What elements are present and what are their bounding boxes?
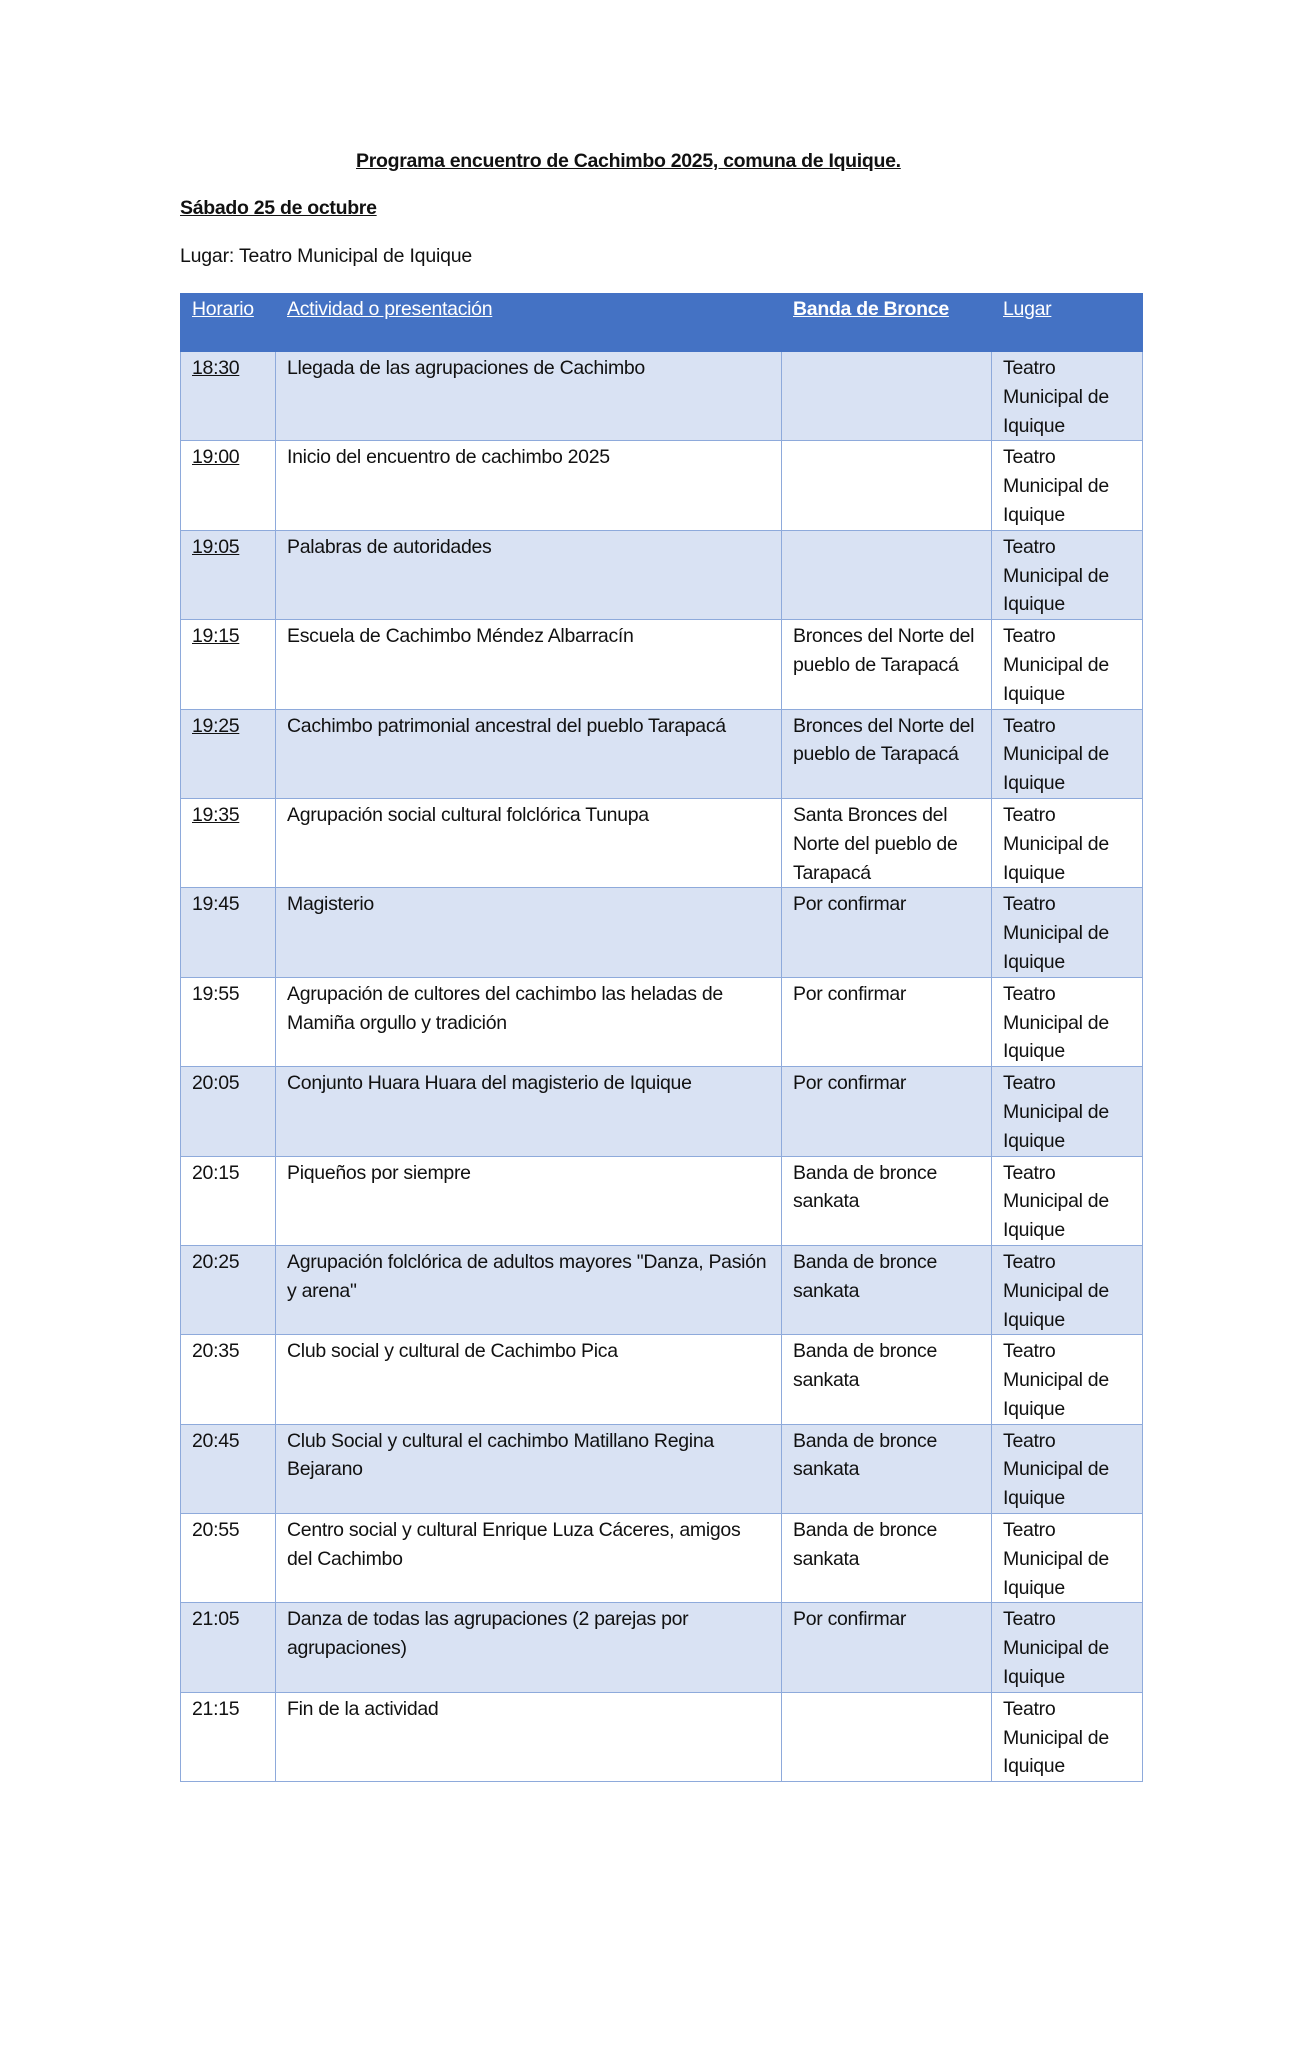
cell-activity-text: Magisterio <box>287 893 374 916</box>
table-row <box>181 1603 1143 1692</box>
cell-place-text: Teatro Municipal de Iquique <box>1003 1250 1109 1331</box>
cell-place <box>992 441 1143 530</box>
cell-activity-text: Conjunto Huara Huara del magisterio de Iquique <box>287 1072 692 1095</box>
cell-band <box>782 620 992 709</box>
cell-place-text: Teatro Municipal de Iquique <box>1003 446 1109 526</box>
table-row <box>181 441 1143 530</box>
cell-band-text: Banda de bronce sankata <box>793 1340 938 1392</box>
cell-place-text: Teatro Municipal de Iquique <box>1003 1519 1109 1599</box>
cell-band <box>782 1067 992 1156</box>
cell-place-text: Teatro Municipal de Iquique <box>1003 1072 1109 1152</box>
cell-time <box>181 1603 276 1692</box>
cell-place <box>992 1692 1143 1781</box>
cell-activity <box>276 1156 782 1245</box>
cell-place <box>992 1245 1143 1334</box>
cell-activity <box>276 977 782 1066</box>
cell-band-text: Banda de bronce sankata <box>793 1250 938 1302</box>
cell-activity-text: Agrupación folclórica de adultos mayores "Danza, Pasión y arena" <box>287 1250 767 1302</box>
cell-place <box>992 1514 1143 1603</box>
cell-activity <box>276 620 782 709</box>
cell-time-text: 20:45 <box>192 1429 240 1452</box>
cell-place <box>992 1335 1143 1424</box>
header-lugar <box>992 294 1143 352</box>
table-row <box>181 352 1143 441</box>
cell-activity <box>276 888 782 977</box>
cell-time-text: 20:05 <box>192 1072 240 1095</box>
cell-place-text: Teatro Municipal de Iquique <box>1003 803 1109 884</box>
cell-activity <box>276 798 782 887</box>
cell-band <box>782 352 992 441</box>
cell-time <box>181 1245 276 1334</box>
cell-place-text: Teatro Municipal de Iquique <box>1003 1697 1109 1778</box>
cell-time <box>181 620 276 709</box>
cell-activity <box>276 530 782 619</box>
cell-place-text: Teatro Municipal de Iquique <box>1003 625 1109 705</box>
table-row <box>181 1692 1143 1781</box>
cell-activity-text: Club social y cultural de Cachimbo Pica <box>287 1340 618 1363</box>
cell-activity-text: Danza de todas las agrupaciones (2 parejas por agrupaciones) <box>287 1608 689 1660</box>
header-lugar-label: Lugar <box>1003 298 1052 320</box>
schedule-table <box>180 293 1143 1782</box>
cell-time <box>181 530 276 619</box>
cell-time-text: 19:35 <box>192 803 240 826</box>
cell-place-text: Teatro Municipal de Iquique <box>1003 982 1109 1063</box>
cell-time <box>181 888 276 977</box>
cell-band-text: Banda de bronce sankata <box>793 1429 938 1481</box>
cell-band <box>782 1603 992 1692</box>
cell-time <box>181 1335 276 1424</box>
table-row <box>181 1245 1143 1334</box>
cell-band-text: Banda de bronce sankata <box>793 1161 938 1213</box>
table-row <box>181 530 1143 619</box>
cell-band-text: Por confirmar <box>793 982 907 1005</box>
cell-time-text: 21:05 <box>192 1608 240 1631</box>
table-row <box>181 798 1143 887</box>
cell-time <box>181 1692 276 1781</box>
cell-time <box>181 709 276 798</box>
cell-time-text: 19:55 <box>192 982 240 1005</box>
cell-time-text: 20:25 <box>192 1250 240 1273</box>
cell-time-text: 21:15 <box>192 1697 240 1720</box>
cell-band-text: Por confirmar <box>793 893 907 916</box>
schedule-table-header <box>181 294 1143 352</box>
cell-place-text: Teatro Municipal de Iquique <box>1003 1161 1109 1242</box>
cell-place <box>992 530 1143 619</box>
cell-band-text: Bronces del Norte del pueblo de Tarapacá <box>793 714 975 766</box>
cell-place-text: Teatro Municipal de Iquique <box>1003 893 1109 973</box>
header-horario <box>181 294 276 352</box>
header-horario-label: Horario <box>192 298 254 320</box>
header-actividad <box>276 294 782 352</box>
cell-band-text: Bronces del Norte del pueblo de Tarapacá <box>793 625 975 676</box>
cell-time <box>181 1514 276 1603</box>
cell-band-text: Por confirmar <box>793 1072 907 1095</box>
cell-band <box>782 1424 992 1513</box>
cell-place <box>992 1603 1143 1692</box>
cell-activity <box>276 441 782 530</box>
cell-place-text: Teatro Municipal de Iquique <box>1003 1608 1109 1689</box>
event-place: Lugar: Teatro Municipal de Iquique <box>180 245 473 267</box>
cell-activity-text: Llegada de las agrupaciones de Cachimbo <box>287 357 645 379</box>
cell-activity <box>276 1335 782 1424</box>
cell-activity-text: Piqueños por siempre <box>287 1161 471 1184</box>
table-row <box>181 888 1143 977</box>
cell-activity <box>276 1603 782 1692</box>
cell-activity-text: Palabras de autoridades <box>287 535 492 558</box>
table-row <box>181 620 1143 709</box>
cell-activity <box>276 1067 782 1156</box>
document-title: Programa encuentro de Cachimbo 2025, comuna de Iquique. <box>356 150 901 172</box>
cell-activity-text: Fin de la actividad <box>287 1697 439 1720</box>
cell-time <box>181 1156 276 1245</box>
table-row <box>181 1067 1143 1156</box>
cell-activity <box>276 1245 782 1334</box>
cell-time-text: 19:45 <box>192 893 240 916</box>
cell-time <box>181 977 276 1066</box>
cell-place <box>992 620 1143 709</box>
cell-time-text: 19:25 <box>192 714 240 737</box>
cell-place-text: Teatro Municipal de Iquique <box>1003 535 1109 616</box>
cell-time-text: 20:35 <box>192 1340 240 1363</box>
cell-band <box>782 888 992 977</box>
cell-time-text: 19:00 <box>192 446 240 469</box>
cell-band <box>782 977 992 1066</box>
cell-activity <box>276 709 782 798</box>
cell-band <box>782 1335 992 1424</box>
cell-time-text: 19:15 <box>192 625 240 648</box>
cell-activity-text: Escuela de Cachimbo Méndez Albarracín <box>287 625 634 648</box>
cell-band-text: Banda de bronce sankata <box>793 1519 938 1570</box>
header-banda <box>782 294 992 352</box>
cell-time-text: 19:05 <box>192 535 240 558</box>
cell-band <box>782 1156 992 1245</box>
cell-activity-text: Inicio del encuentro de cachimbo 2025 <box>287 446 610 469</box>
cell-place-text: Teatro Municipal de Iquique <box>1003 357 1109 437</box>
cell-time <box>181 352 276 441</box>
cell-activity-text: Agrupación social cultural folclórica Tunupa <box>287 803 649 826</box>
cell-time <box>181 1067 276 1156</box>
cell-band <box>782 1245 992 1334</box>
cell-place <box>992 977 1143 1066</box>
table-row <box>181 977 1143 1066</box>
table-row <box>181 709 1143 798</box>
cell-band <box>782 1692 992 1781</box>
cell-time-text: 20:55 <box>192 1519 240 1542</box>
cell-band <box>782 709 992 798</box>
cell-activity <box>276 1692 782 1781</box>
table-row <box>181 1424 1143 1513</box>
header-actividad-label: Actividad o presentación <box>287 298 493 320</box>
cell-activity-text: Centro social y cultural Enrique Luza Cáceres, amigos del Cachimbo <box>287 1519 741 1570</box>
cell-time-text: 18:30 <box>192 357 240 379</box>
cell-place-text: Teatro Municipal de Iquique <box>1003 1340 1109 1420</box>
cell-band <box>782 441 992 530</box>
cell-band-text: Santa Bronces del Norte del pueblo de Tarapacá <box>793 803 958 884</box>
cell-activity <box>276 1514 782 1603</box>
cell-place <box>992 709 1143 798</box>
event-date: Sábado 25 de octubre <box>180 197 377 219</box>
cell-place <box>992 1067 1143 1156</box>
cell-time <box>181 1424 276 1513</box>
cell-place <box>992 888 1143 977</box>
header-row <box>181 294 1143 352</box>
header-banda-label: Banda de Bronce <box>793 298 949 320</box>
cell-place-text: Teatro Municipal de Iquique <box>1003 714 1109 795</box>
cell-place <box>992 352 1143 441</box>
table-row <box>181 1335 1143 1424</box>
cell-place <box>992 798 1143 887</box>
cell-band <box>782 530 992 619</box>
cell-activity <box>276 1424 782 1513</box>
cell-band <box>782 798 992 887</box>
cell-place <box>992 1156 1143 1245</box>
cell-activity-text: Cachimbo patrimonial ancestral del pueblo Tarapacá <box>287 714 726 737</box>
cell-activity <box>276 352 782 441</box>
cell-place <box>992 1424 1143 1513</box>
cell-band <box>782 1514 992 1603</box>
cell-time <box>181 441 276 530</box>
cell-place-text: Teatro Municipal de Iquique <box>1003 1429 1109 1510</box>
cell-activity-text: Agrupación de cultores del cachimbo las heladas de Mamiña orgullo y tradición <box>287 982 723 1034</box>
table-row <box>181 1514 1143 1603</box>
cell-activity-text: Club Social y cultural el cachimbo Matillano Regina Bejarano <box>287 1429 714 1481</box>
cell-time-text: 20:15 <box>192 1161 240 1184</box>
table-row <box>181 1156 1143 1245</box>
cell-time <box>181 798 276 887</box>
cell-band-text: Por confirmar <box>793 1608 907 1631</box>
schedule-table-body <box>181 352 1143 1782</box>
